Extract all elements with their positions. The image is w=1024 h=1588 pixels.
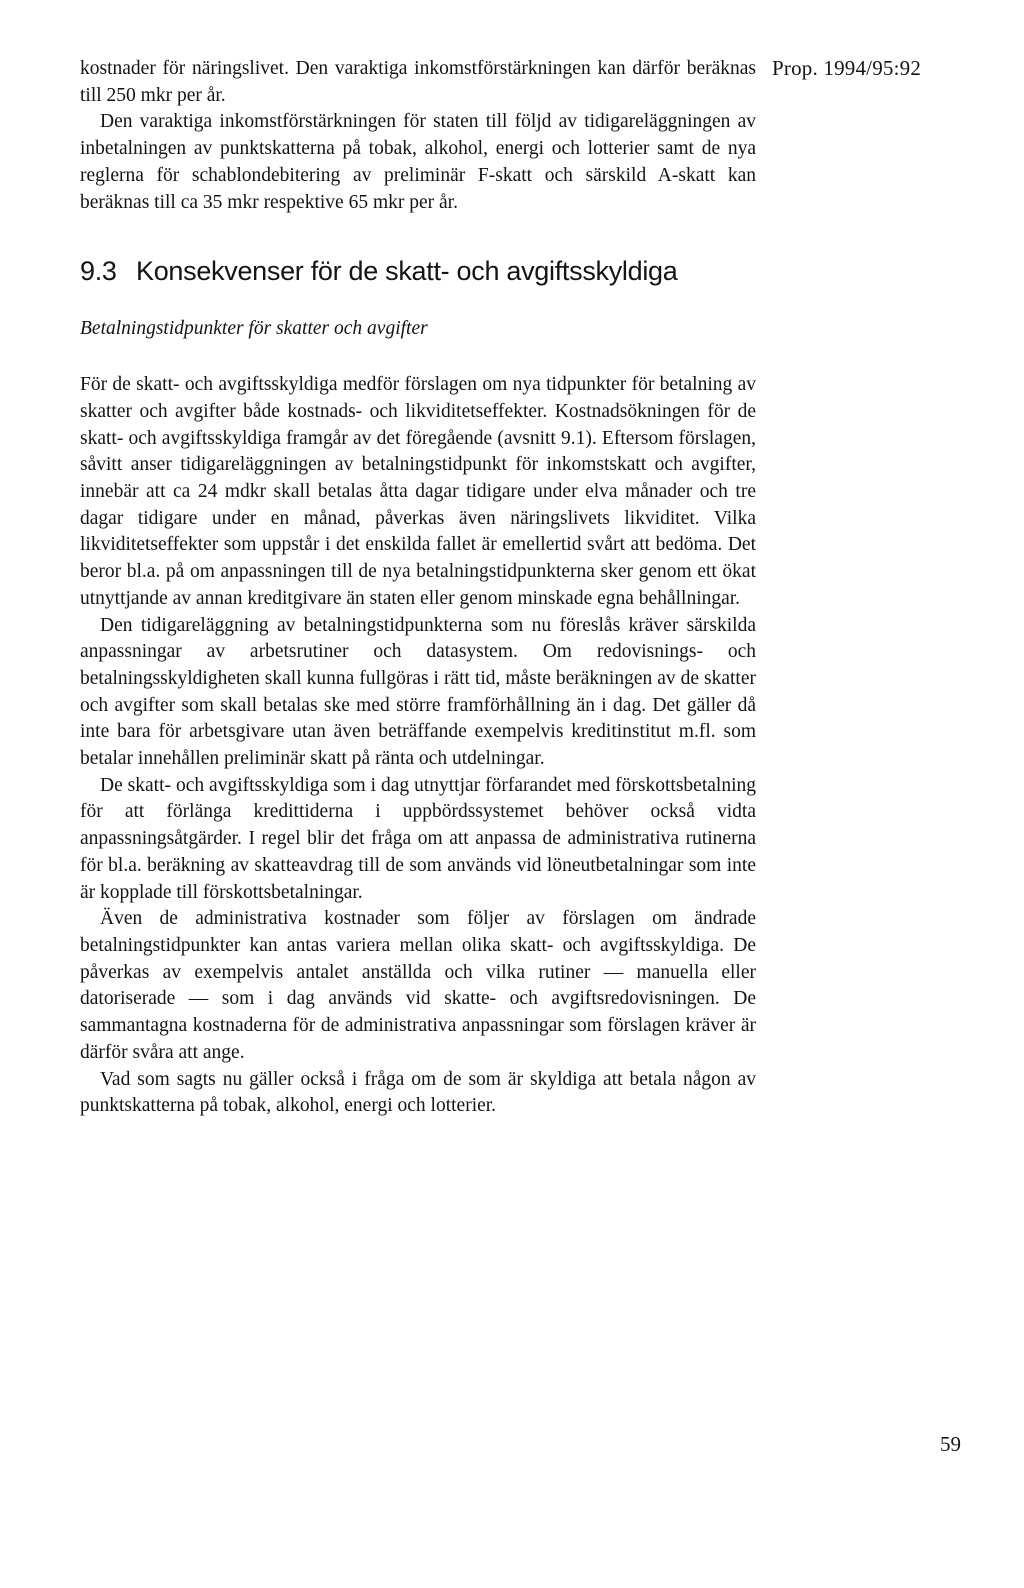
paragraph-excise-taxes: Vad som sagts nu gäller också i fråga om de som är skyldiga att betala någon av punktskatterna på tobak, alkohol, energi och lotterier. bbox=[80, 1068, 756, 1117]
page-number: 59 bbox=[940, 1432, 961, 1456]
paragraph-administrative-costs: Även de administrativa kostnader som följer av förslagen om ändrade betalningstidpunkter kan antas variera mellan olika skatt- och avgiftsskyldiga. De påverkas av exempelvis antalet anställda och vilka rutiner — manuella eller datoriserade — som i dag används vid skatte- och avgiftsredovisningen. De sammantagna kostnaderna för de administrativa anpassningar som förslagen kräver är därför svåra att ange. bbox=[80, 908, 756, 1063]
paragraph-state-revenue: Den varaktiga inkomstförstärkningen för staten till följd av tidigareläggningen av inbetalningen av punktskatterna på tobak, alkohol, energi och lotterier samt de nya reglerna för schablondebitering av preliminär F-skatt och särskild A-skatt kan beräknas till ca 35 mkr respektive 65 mkr per år. bbox=[80, 111, 756, 213]
paragraph-intro: kostnader för näringslivet. Den varaktiga inkomstförstärkningen kan därför beräknas till 250 mkr per år. bbox=[80, 58, 756, 106]
section-number: 9.3 bbox=[80, 256, 117, 287]
document-reference: Prop. 1994/95:92 bbox=[772, 56, 922, 80]
paragraph-effects: För de skatt- och avgiftsskyldiga medför förslagen om nya tidpunkter för betalning av skatter och avgifter både kostnads- och likviditetseffekter. Kostnadsökningen för de skatt- och avgiftsskyldiga framgår av det föregående (avsnitt 9.1). Eftersom förslagen, såvitt anser tidigareläggningen av betalningstidpunkt för inkomstskatt och avgifter, innebär att ca 24 mdkr skall betalas åtta dagar tidigare under elva månader och tre dagar tidigare under en månad, påverkas även näringslivets likviditet. Vilka likviditetseffekter som uppstår i det enskilda fallet är emellertid svårt att bedöma. Det beror bl.a. på om anpassningen till de nya betalningstidpunkterna sker genom ett ökat utnyttjande av annan kreditgivare än staten eller genom minskade egna behållningar. bbox=[80, 374, 756, 609]
section-title: Konsekvenser för de skatt- och avgiftsskyldiga bbox=[136, 256, 678, 287]
paragraph-adaptations: Den tidigareläggning av betalningstidpunkterna som nu föreslås kräver särskilda anpassningar av arbetsrutiner och datasystem. Om redovisnings- och betalningsskyldigheten skall kunna fullgöras i rätt tid, måste beräkningen av de skatter och avgifter som skall betalas ske med större framförhållning än i dag. Det gäller då inte bara för arbetsgivare utan även beträffande exempelvis kreditinstitut m.fl. som betalar innehållen preliminär skatt på ränta och utdelningar. bbox=[80, 614, 756, 770]
subsection-heading: Betalningstidpunkter för skatter och avgifter bbox=[80, 318, 428, 340]
paragraph-advance-payment: De skatt- och avgiftsskyldiga som i dag utnyttjar förfarandet med förskottsbetalning för att förlänga kredittiderna i uppbördssystemet behöver också vidta anpassningsåtgärder. I regel blir det fråga om att anpassa de administrativa rutinerna för bl.a. beräkning av skatteavdrag till de som används vid löneutbetalningar som inte är kopplade till förskottsbetalningar. bbox=[80, 774, 756, 903]
page-body bbox=[80, 56, 756, 1120]
section-heading bbox=[80, 254, 756, 288]
